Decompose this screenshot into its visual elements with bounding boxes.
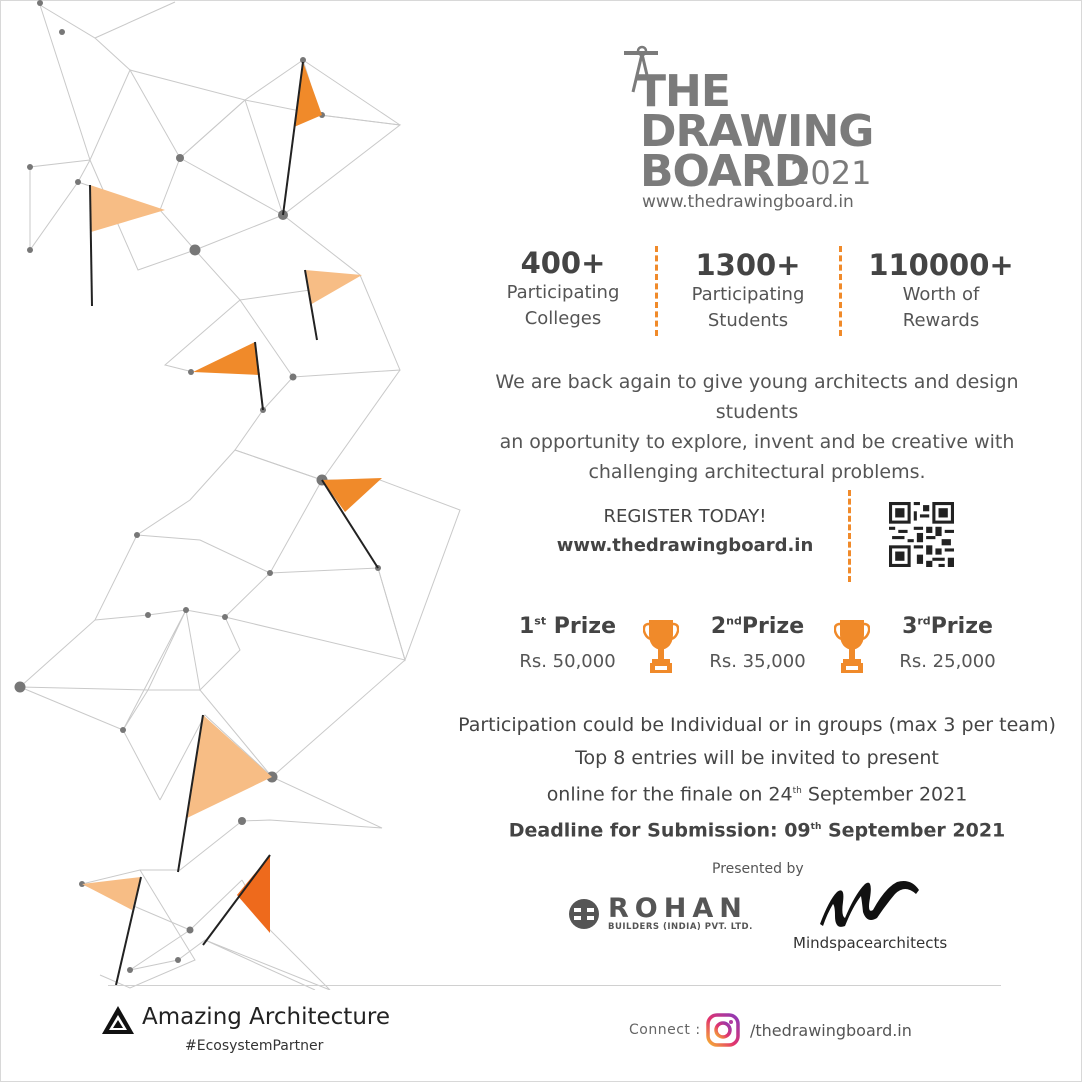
logo-line-3: BOARD [640, 146, 810, 197]
top-entries-text: Top 8 entries will be invited to present [575, 747, 939, 769]
details-block [452, 709, 1062, 848]
stat-label: Participating [506, 282, 620, 303]
trophy-icon [834, 618, 870, 674]
intro-line: We are back again to give young architects and design students [495, 371, 1019, 423]
instagram-handle[interactable]: /thedrawingboard.in [750, 1021, 912, 1040]
prize-title: 1st Prize [518, 614, 617, 639]
stat-colleges [490, 246, 636, 332]
rohan-logo [568, 895, 758, 940]
intro-line: challenging architectural problems. [588, 461, 926, 483]
prize-amount: Rs. 35,000 [709, 651, 806, 672]
register-block [540, 506, 830, 556]
mindspace-mark-icon [815, 872, 925, 932]
footer-brand: Amazing Architecture [142, 1004, 390, 1030]
stat-label: Participating [691, 284, 805, 305]
participation-text: Participation could be Individual or in groups (max 3 per team) [458, 714, 1056, 736]
trophy-icon [643, 618, 679, 674]
flags [82, 62, 382, 985]
network-graphic [0, 0, 470, 990]
rohan-subtitle: BUILDERS (INDIA) PVT. LTD. [608, 922, 753, 932]
network-lines [20, 2, 460, 990]
register-divider [848, 490, 851, 582]
prize-title: 2ndPrize [710, 614, 805, 639]
stat-value: 1300+ [695, 248, 801, 282]
prize-second [695, 614, 820, 672]
stat-value: 400+ [520, 246, 606, 280]
prize-amount: Rs. 50,000 [519, 651, 616, 672]
prize-title: 3rdPrize [902, 614, 993, 639]
intro-line: an opportunity to explore, invent and be creative with [499, 431, 1015, 453]
logo-url: www.thedrawingboard.in [642, 192, 854, 212]
stat-label: Students [707, 310, 789, 331]
rohan-name: ROHAN [608, 893, 748, 924]
stat-rewards [862, 248, 1020, 334]
intro-paragraph [462, 367, 1052, 487]
logo-line-2: DRAWING [640, 106, 874, 157]
logo-line-1: THE [636, 66, 730, 117]
stat-students [672, 248, 824, 334]
footer-divider [108, 985, 1001, 986]
rohan-emblem-icon [568, 898, 600, 930]
register-url[interactable]: www.thedrawingboard.in [556, 535, 814, 556]
footer-tag: #EcosystemPartner [185, 1038, 324, 1054]
qr-code-icon[interactable] [889, 502, 954, 567]
mindspace-name: Mindspacearchitects [793, 934, 948, 952]
stat-label: Rewards [902, 310, 980, 331]
stat-divider [655, 246, 658, 336]
register-cta: REGISTER TODAY! [603, 506, 767, 527]
stat-label: Worth of [902, 284, 980, 305]
stat-value: 110000+ [868, 248, 1014, 282]
instagram-icon[interactable] [705, 1012, 741, 1048]
amazing-architecture-logo-icon [101, 1004, 135, 1036]
event-logo [622, 44, 892, 216]
connect-label: Connect : [629, 1022, 701, 1038]
logo-year: 2021 [790, 154, 872, 192]
stat-label: Colleges [524, 308, 602, 329]
presented-by-label: Presented by [712, 861, 804, 877]
prize-third [885, 614, 1010, 672]
stat-divider [839, 246, 842, 336]
prize-amount: Rs. 25,000 [899, 651, 996, 672]
prize-first [505, 614, 630, 672]
finale-text: online for the finale on 24th September 2021 [546, 783, 968, 806]
deadline-text: Deadline for Submission: 09th September 2021 [508, 819, 1006, 842]
